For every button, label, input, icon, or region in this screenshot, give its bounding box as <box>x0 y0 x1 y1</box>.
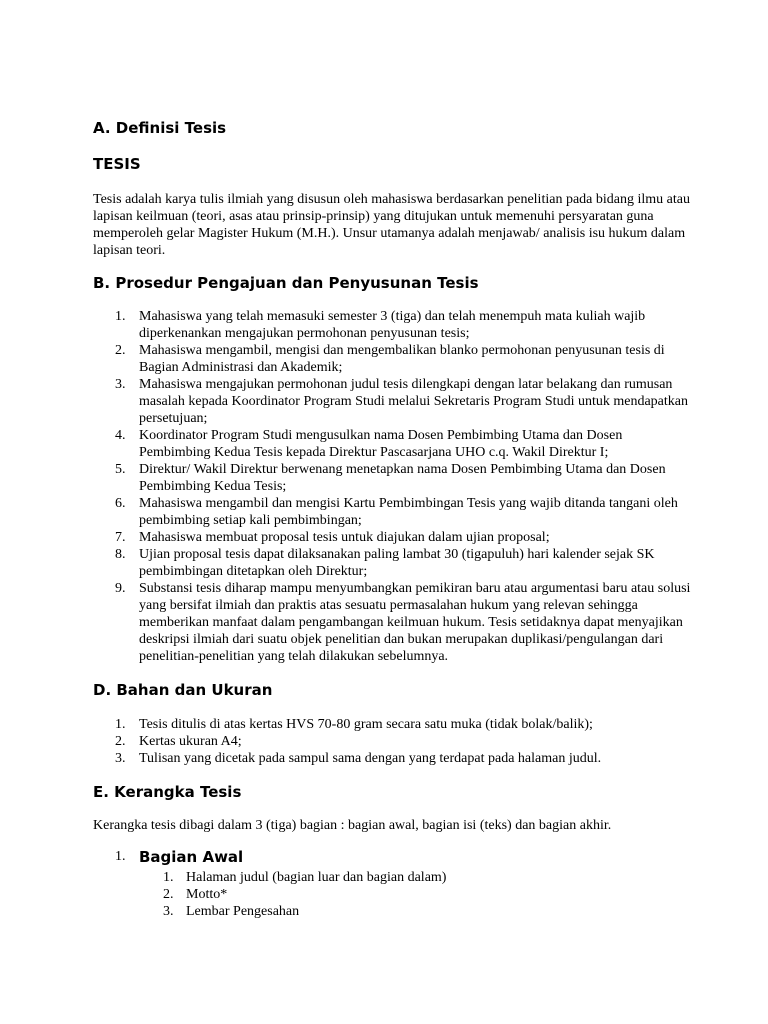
list-number: 7. <box>115 530 126 545</box>
list-item-text: Tesis ditulis di atas kertas HVS 70-80 gram secara satu muka (tidak bolak/balik); <box>139 717 593 732</box>
list-item <box>93 903 693 920</box>
section-e-heading: E. Kerangka Tesis <box>93 783 242 801</box>
list-number: 5. <box>115 462 126 477</box>
list-item-text: Mahasiswa mengambil, mengisi dan mengembalikan blanko permohonan penyusunan tesis di Bagian Administrasi dan Akademik; <box>139 343 665 375</box>
list-item <box>93 750 693 767</box>
list-item-text: Koordinator Program Studi mengusulkan nama Dosen Pembimbing Utama dan Dosen Pembimbing Kedua Tesis kepada Direktur Pascasarjana UHO c.q. Wakil Direktur I; <box>139 428 623 460</box>
list-item-text: Mahasiswa yang telah memasuki semester 3 (tiga) dan telah menempuh mata kuliah wajib diperkenankan mengajukan permohonan penyusunan tesis; <box>139 309 646 341</box>
list-item-text: Substansi tesis diharap mampu menyumbangkan pemikiran baru atau argumentasi baru atau solusi yang bersifat ilmiah dan praktis atas sesuatu permasalahan hukum yang relevan sehingga memberikan manfaat dalam pengambangan keilmuan hukum. Tesis setidaknya dapat menyajikan deskripsi ilmiah dari suatu objek penelitian dan bukan merupakan duplikasi/pengulangan dari penelitian-penelitian yang telah dilakukan sebelumnya. <box>139 581 691 664</box>
list-item-text: Halaman judul (bagian luar dan bagian dalam) <box>186 870 447 885</box>
list-item <box>93 847 693 869</box>
section-e-list <box>93 847 693 869</box>
list-number: 3. <box>115 751 126 766</box>
section-d-list <box>93 716 693 767</box>
list-number: 6. <box>115 496 126 511</box>
list-item-text: Tulisan yang dicetak pada sampul sama dengan yang terdapat pada halaman judul. <box>139 751 602 766</box>
document-content <box>93 118 693 920</box>
bagian-awal-list <box>93 869 693 920</box>
list-number: 2. <box>163 887 174 902</box>
section-b-list <box>93 308 693 665</box>
list-number: 1. <box>115 849 126 864</box>
list-number: 3. <box>163 904 174 919</box>
section-b-heading: B. Prosedur Pengajuan dan Penyusunan Tesis <box>93 274 479 292</box>
list-number: 8. <box>115 547 126 562</box>
list-item <box>93 580 693 665</box>
list-item <box>93 869 693 886</box>
list-item-text: Direktur/ Wakil Direktur berwenang menetapkan nama Dosen Pembimbing Utama dan Dosen Pembimbing Kedua Tesis; <box>139 462 666 494</box>
list-item <box>93 308 693 342</box>
list-item <box>93 886 693 903</box>
section-d-heading: D. Bahan dan Ukuran <box>93 681 273 699</box>
list-item <box>93 427 693 461</box>
list-number: 9. <box>115 581 126 596</box>
list-item <box>93 342 693 376</box>
list-item-text: Mahasiswa mengambil dan mengisi Kartu Pembimbingan Tesis yang wajib ditanda tangani oleh pembimbing setiap kali pembimbingan; <box>139 496 678 528</box>
list-item <box>93 733 693 750</box>
list-item-text: Motto* <box>186 887 228 902</box>
list-number: 1. <box>115 309 126 324</box>
list-item <box>93 716 693 733</box>
list-item <box>93 529 693 546</box>
section-e-paragraph: Kerangka tesis dibagi dalam 3 (tiga) bagian : bagian awal, bagian isi (teks) dan bagian akhir. <box>93 818 612 833</box>
list-number: 2. <box>115 734 126 749</box>
section-a-heading: A. Definisi Tesis <box>93 119 227 137</box>
list-number: 4. <box>115 428 126 443</box>
list-item <box>93 546 693 580</box>
list-item-text: Kertas ukuran A4; <box>139 734 242 749</box>
list-item <box>93 461 693 495</box>
tesis-subheading: TESIS <box>93 155 141 173</box>
list-item <box>93 376 693 427</box>
list-number: 2. <box>115 343 126 358</box>
list-number: 3. <box>115 377 126 392</box>
list-number: 1. <box>163 870 174 885</box>
list-number: 1. <box>115 717 126 732</box>
list-item-text: Lembar Pengesahan <box>186 904 300 919</box>
section-a-paragraph: Tesis adalah karya tulis ilmiah yang disusun oleh mahasiswa berdasarkan penelitian pada bidang ilmu atau lapisan keilmuan (teori, asas atau prinsip-prinsip) yang ditujukan untuk memenuhi persyaratan guna memperoleh gelar Magister Hukum (M.H.). Unsur utamanya adalah menjawab/ analisis isu hukum dalam lapisan teori. <box>93 192 690 258</box>
list-item-text: Mahasiswa membuat proposal tesis untuk diajukan dalam ujian proposal; <box>139 530 550 545</box>
bagian-awal-heading: Bagian Awal <box>139 848 244 866</box>
list-item-text: Ujian proposal tesis dapat dilaksanakan paling lambat 30 (tigapuluh) hari kalender sejak SK pembimbingan ditetapkan oleh Direktur; <box>139 547 655 579</box>
list-item <box>93 495 693 529</box>
list-item-text: Mahasiswa mengajukan permohonan judul tesis dilengkapi dengan latar belakang dan rumusan masalah kepada Koordinator Program Studi melalui Sekretaris Program Studi untuk mendapatkan persetujuan; <box>139 377 688 426</box>
